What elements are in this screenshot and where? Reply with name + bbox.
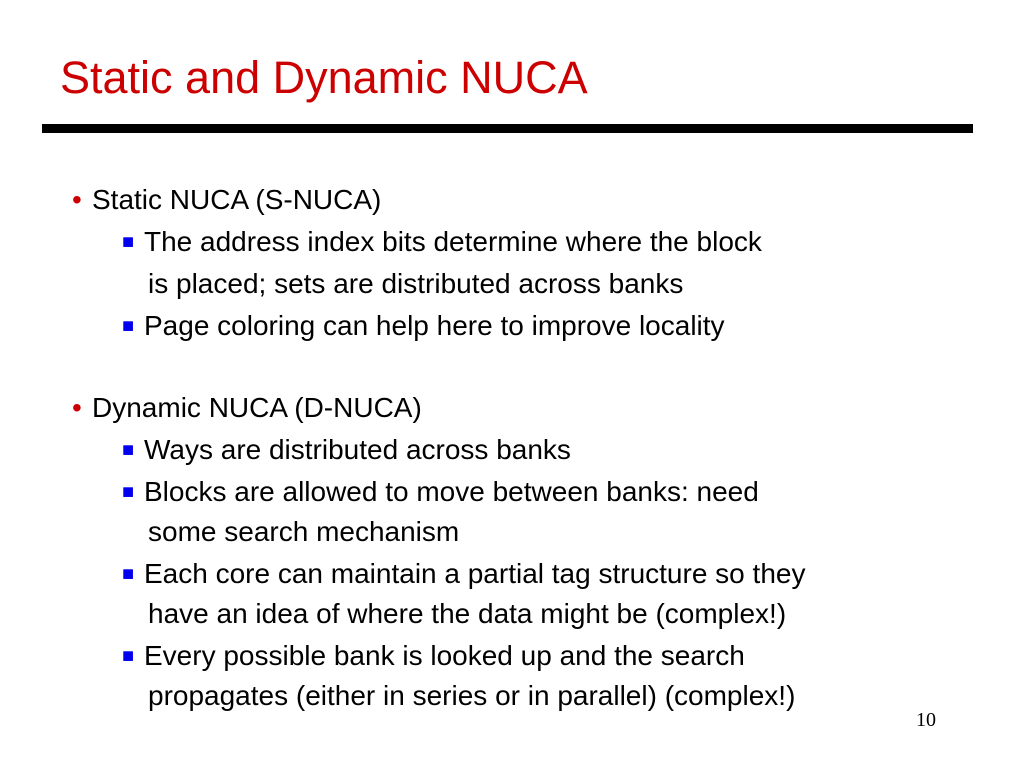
bullet-text: Static NUCA (S-NUCA)	[92, 184, 382, 215]
sub-bullet-text: Each core can maintain a partial tag structure so they	[144, 558, 806, 589]
sub-bullet-item	[122, 554, 805, 597]
sub-bullet-continuation: propagates (either in series or in parallel) (complex!)	[148, 680, 796, 711]
bullet-item	[72, 180, 381, 220]
sub-bullet-text: Every possible bank is looked up and the search	[144, 640, 745, 671]
title-divider	[42, 124, 973, 133]
sub-bullet-continuation: have an idea of where the data might be (complex!)	[148, 598, 787, 629]
page-number: 10	[916, 709, 936, 731]
sub-bullet-item	[122, 430, 571, 473]
sub-bullet-continuation: is placed; sets are distributed across banks	[148, 268, 684, 299]
sub-bullet-item	[122, 636, 745, 679]
square-bullet-icon: ■	[122, 481, 135, 503]
bullet-item	[72, 388, 422, 428]
square-bullet-icon: ■	[122, 563, 135, 585]
slide-title: Static and Dynamic NUCA	[60, 52, 588, 103]
sub-bullet-continuation: some search mechanism	[148, 516, 460, 547]
round-bullet-icon: •	[72, 184, 82, 215]
square-bullet-icon: ■	[122, 645, 135, 667]
square-bullet-icon: ■	[122, 439, 135, 461]
sub-bullet-text: Ways are distributed across banks	[144, 434, 571, 465]
sub-bullet-text: Page coloring can help here to improve locality	[144, 310, 725, 341]
sub-bullet-item	[122, 222, 762, 265]
sub-bullet-item	[122, 306, 725, 349]
round-bullet-icon: •	[72, 392, 82, 423]
sub-bullet-item	[122, 472, 759, 515]
sub-bullet-text: The address index bits determine where the block	[144, 226, 762, 257]
bullet-text: Dynamic NUCA (D-NUCA)	[92, 392, 422, 423]
sub-bullet-text: Blocks are allowed to move between banks: need	[144, 476, 759, 507]
square-bullet-icon: ■	[122, 231, 135, 253]
square-bullet-icon: ■	[122, 315, 135, 337]
